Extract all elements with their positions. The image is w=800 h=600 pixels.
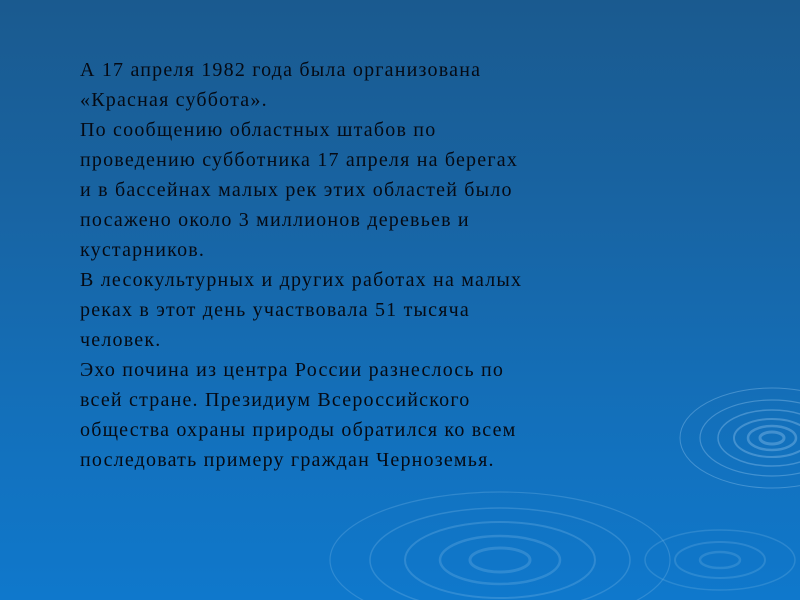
text-line: проведению субботника 17 апреля на берегах	[80, 149, 519, 171]
text-line: человек.	[80, 329, 162, 351]
slide-text	[80, 55, 750, 475]
text-line: А 17 апреля 1982 года была организована	[80, 59, 482, 81]
text-line: кустарников.	[80, 239, 206, 261]
text-line: всей стране. Президиум Всероссийского	[80, 389, 471, 411]
text-line: и в бассейнах малых рек этих областей было	[80, 179, 513, 201]
text-line: реках в этот день участвовала 51 тысяча	[80, 299, 470, 321]
text-line: Эхо почина из центра России разнеслось по	[80, 359, 505, 381]
text-line: По сообщению областных штабов по	[80, 119, 437, 141]
text-line: последовать примеру граждан Черноземья.	[80, 449, 495, 471]
text-line: В лесокультурных и других работах на малых	[80, 269, 523, 291]
text-line: посажено около 3 миллионов деревьев и	[80, 209, 470, 231]
text-line: «Красная суббота».	[80, 89, 268, 111]
text-line: общества охраны природы обратился ко всем	[80, 419, 517, 441]
